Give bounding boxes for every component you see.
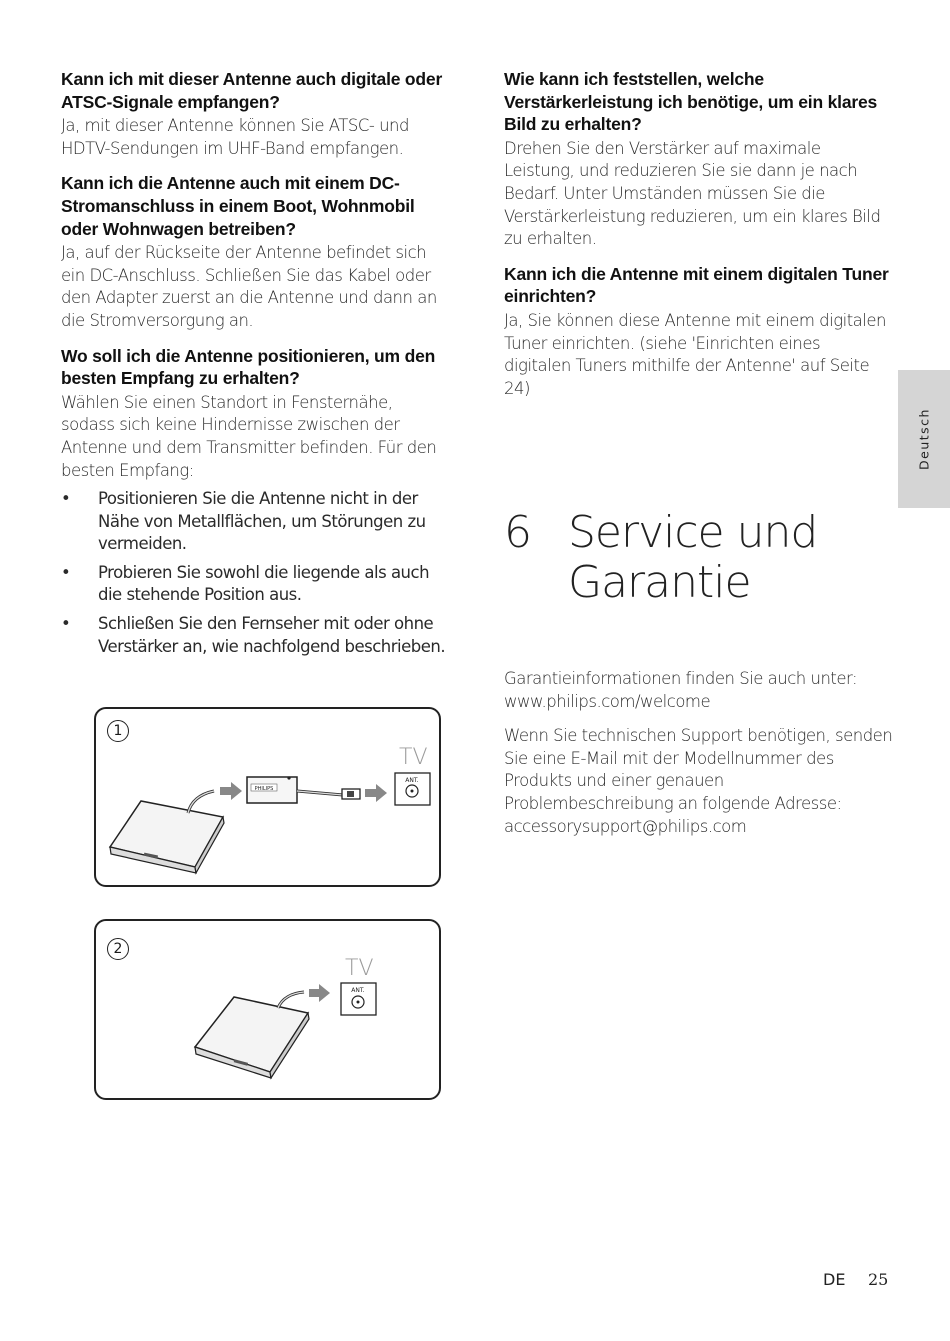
faq-question-amplifier-power: Wie kann ich feststellen, welche Verstärkerleistung ich benötige, um ein klares Bild zu erhalten? bbox=[504, 69, 878, 135]
figure-amplified-connection bbox=[94, 707, 441, 887]
svg-text:ANT.: ANT. bbox=[405, 777, 419, 784]
bullet-glyph: • bbox=[61, 562, 71, 582]
tv-label: TV bbox=[399, 745, 428, 770]
figure-number-badge: 2 bbox=[107, 938, 129, 960]
faq-question-dc-power: Kann ich die Antenne auch mit einem DC-Stromanschluss in einem Boot, Wohnmobil oder Wohnwagen betreiben? bbox=[61, 173, 415, 239]
warranty-info-paragraph: Garantieinformationen finden Sie auch unter: www.philips.com/welcome bbox=[504, 669, 858, 711]
tv-label: TV bbox=[345, 956, 374, 981]
svg-text:ANT.: ANT. bbox=[351, 987, 365, 994]
footer-language-code: DE bbox=[823, 1270, 846, 1289]
faq-question-digital-signals: Kann ich mit dieser Antenne auch digitale oder ATSC-Signale empfangen? bbox=[61, 69, 443, 112]
figure-number-badge: 1 bbox=[107, 720, 129, 742]
faq-answer-digital-tuner: Ja, Sie können diese Antenne mit einem digitalen Tuner einrichten. (siehe 'Einrichten eines digitalen Tuners mithilfe der Antenne' auf Seite 24) bbox=[504, 310, 886, 398]
support-contact-paragraph: Wenn Sie technischen Support benötigen, senden Sie eine E-Mail mit der Modellnummer des Produkts und einer genauen Problembeschreibung an folgende Adresse: accessorysupport@philips.com bbox=[504, 726, 893, 836]
bullet-glyph: • bbox=[61, 614, 71, 634]
chapter-number: 6 bbox=[504, 507, 532, 558]
chapter-title: Service und Garantie bbox=[568, 507, 818, 608]
svg-text:PHILIPS: PHILIPS bbox=[254, 786, 274, 792]
direct-connection-illustration bbox=[96, 921, 443, 1102]
list-item: • Probieren Sie sowohl die liegende als auch die stehende Position aus. bbox=[61, 562, 430, 605]
list-item: • Schließen Sie den Fernseher mit oder ohne Verstärker an, wie nachfolgend beschrieben. bbox=[61, 614, 446, 656]
right-column bbox=[504, 68, 889, 412]
list-item: • Positionieren Sie die Antenne nicht in der Nähe von Metallflächen, um Störungen zu vermeiden. bbox=[61, 489, 426, 554]
faq-question-digital-tuner: Kann ich die Antenne mit einem digitalen Tuner einrichten? bbox=[504, 263, 889, 307]
page-number: 25 bbox=[868, 1270, 889, 1289]
faq-answer-amplifier-power: Drehen Sie den Verstärker auf maximale Leistung, und reduzieren Sie sie dann je nach Bedarf. Unter Umständen müssen Sie die Verstärkerleistung reduzieren, um ein klares Bild zu erhalten. bbox=[504, 138, 881, 249]
positioning-tips-list bbox=[61, 488, 446, 658]
faq-question-positioning: Wo soll ich die Antenne positionieren, um den besten Empfang zu erhalten? bbox=[61, 345, 436, 389]
amplified-connection-illustration bbox=[96, 709, 443, 889]
language-tab bbox=[898, 370, 950, 508]
faq-answer-positioning: Wählen Sie einen Standort in Fensternähe, sodass sich keine Hindernisse zwischen der Antenne und dem Transmitter befinden. Für den besten Empfang: bbox=[61, 392, 437, 480]
faq-answer-dc-power: Ja, auf der Rückseite der Antenne befindet sich ein DC-Anschluss. Schließen Sie das Kabel oder den Adapter zuerst an die Antenne und dann an die Stromversorgung an. bbox=[61, 243, 437, 330]
figure-direct-connection bbox=[94, 919, 441, 1100]
service-section bbox=[504, 668, 894, 850]
faq-answer-digital-signals: Ja, mit dieser Antenne können Sie ATSC- und HDTV-Sendungen im UHF-Band empfangen. bbox=[61, 116, 409, 158]
language-tab-label: Deutsch bbox=[916, 408, 932, 470]
bullet-glyph: • bbox=[61, 489, 71, 509]
left-column bbox=[61, 68, 446, 664]
